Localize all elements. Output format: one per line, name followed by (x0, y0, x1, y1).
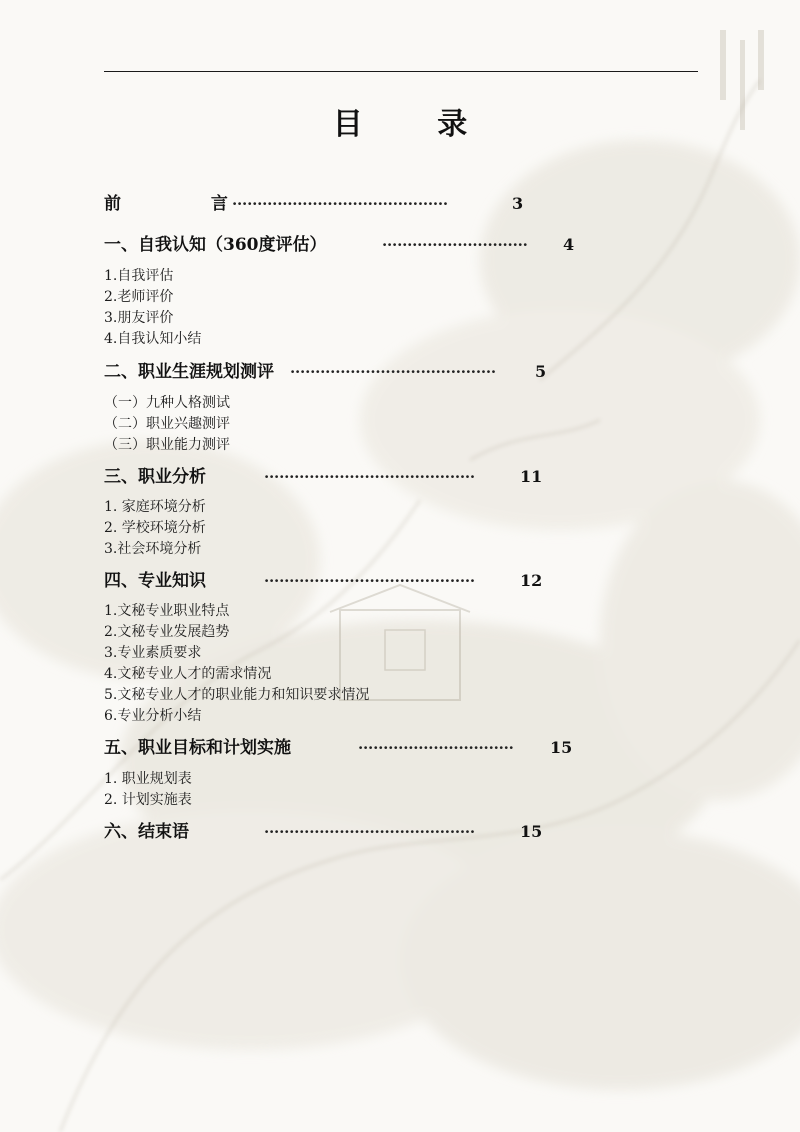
toc-leader-dots: ····························· (382, 236, 528, 254)
toc-subitem[interactable]: 3.社会环境分析 (104, 541, 202, 557)
toc-subitem[interactable]: （二）职业兴趣测评 (104, 416, 230, 432)
toc-subitem[interactable]: 3.专业素质要求 (104, 645, 202, 661)
toc-subitem[interactable]: 2.老师评价 (104, 289, 174, 305)
toc-subitem[interactable]: 4.自我认知小结 (104, 331, 202, 347)
toc-leader-dots: ··········································· (232, 195, 448, 213)
toc-subitem[interactable]: 4.文秘专业人才的需求情况 (104, 666, 272, 682)
page-title: 目 录 (332, 107, 500, 142)
toc-entry-label: 前 言 (104, 194, 270, 214)
toc-page-number: 15 (550, 738, 573, 757)
toc-entry-label: 二、职业生涯规划测评 (104, 362, 274, 382)
toc-entry-label: 一、自我认知（360度评估） (104, 235, 327, 255)
toc-entry-label: 四、专业知识 (104, 571, 206, 591)
toc-page-number: 12 (520, 571, 543, 590)
toc-subitem[interactable]: 1.自我评估 (104, 268, 174, 284)
toc-subitem[interactable]: （三）职业能力测评 (104, 437, 230, 453)
toc-page-number: 15 (520, 822, 543, 841)
toc-leader-dots: ········································· (290, 363, 496, 381)
toc-subitem[interactable]: 6.专业分析小结 (104, 708, 202, 724)
toc-page-number: 11 (520, 467, 543, 486)
toc-entry-label: 三、职业分析 (104, 467, 206, 487)
toc-subitem[interactable]: 5.文秘专业人才的职业能力和知识要求情况 (104, 687, 370, 703)
toc-subitem[interactable]: 1. 家庭环境分析 (104, 499, 206, 515)
toc-entry-label: 六、结束语 (104, 822, 189, 842)
toc-page-number: 3 (512, 194, 524, 213)
toc-subitem[interactable]: 3.朋友评价 (104, 310, 174, 326)
toc-subitem[interactable]: 2.文秘专业发展趋势 (104, 624, 230, 640)
toc-leader-dots: ·········································· (264, 823, 475, 841)
toc-subitem[interactable]: 2. 学校环境分析 (104, 520, 206, 536)
toc-subitem[interactable]: 1.文秘专业职业特点 (104, 603, 230, 619)
toc-page-number: 4 (563, 235, 575, 254)
toc-page-number: 5 (535, 362, 547, 381)
toc-subitem[interactable]: 2. 计划实施表 (104, 792, 192, 808)
toc-entry-label: 五、职业目标和计划实施 (104, 738, 291, 758)
toc-subitem[interactable]: 1. 职业规划表 (104, 771, 192, 787)
toc-leader-dots: ······························· (358, 739, 514, 757)
toc-leader-dots: ·········································· (264, 468, 475, 486)
toc-leader-dots: ·········································· (264, 572, 475, 590)
header-rule (104, 71, 698, 72)
toc-subitem[interactable]: （一）九种人格测试 (104, 395, 230, 411)
